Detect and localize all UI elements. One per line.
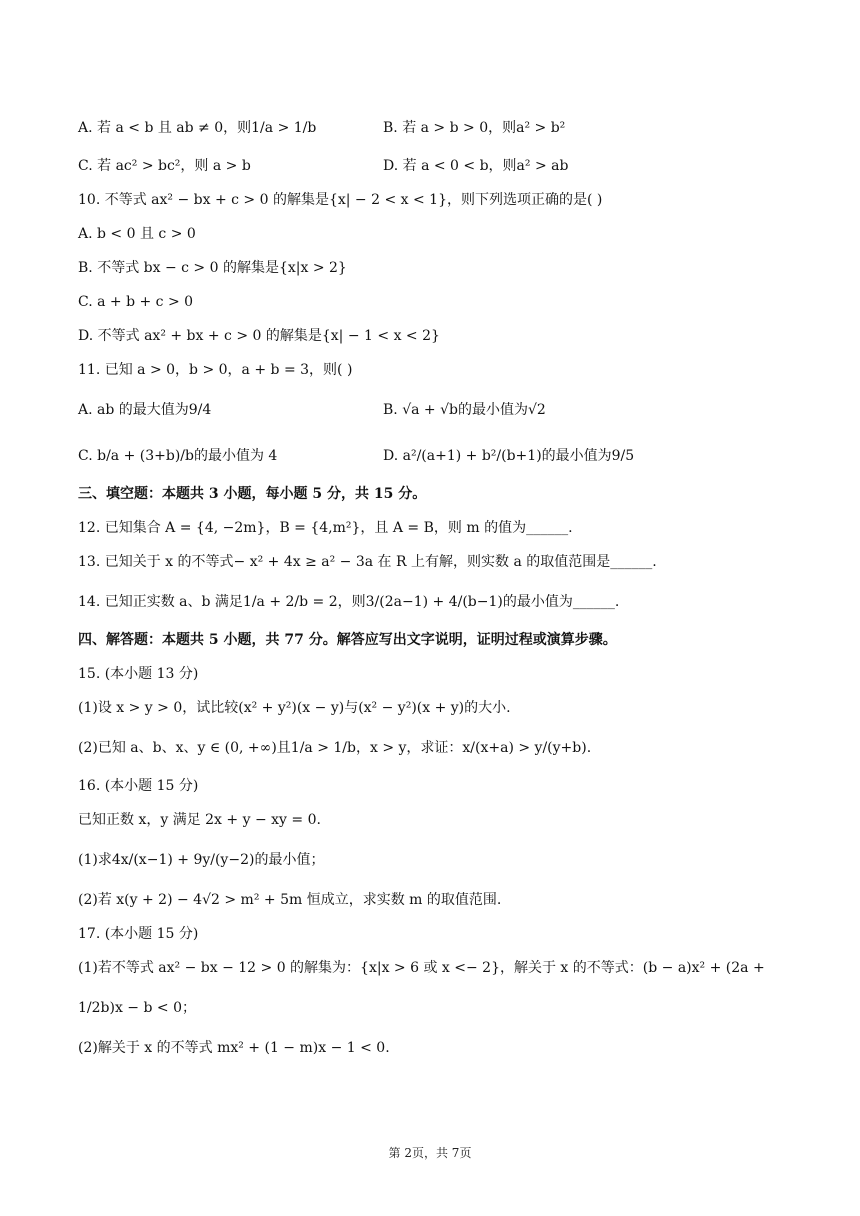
q9-option-c: C. 若 ac² > bc²，则 a > b xyxy=(78,158,251,174)
q16-title: 16. (本小题 15 分) xyxy=(78,778,199,794)
q11-option-c: C. b/a + (3+b)/b的最小值为 4 xyxy=(78,448,278,464)
q10-option-a: A. b < 0 且 c > 0 xyxy=(78,226,196,242)
q11-option-a: A. ab 的最大值为9/4 xyxy=(78,402,212,418)
q10-option-b: B. 不等式 bx − c > 0 的解集是{x|x > 2} xyxy=(78,260,347,276)
section-4-heading: 四、解答题：本题共 5 小题，共 77 分。解答应写出文字说明，证明过程或演算步骤。 xyxy=(78,632,617,648)
q14: 14. 已知正实数 a、b 满足1/a + 2/b = 2，则3/(2a−1) + 4/(b−1)的最小值为______. xyxy=(78,594,620,610)
q15-part-2: (2)已知 a、b、x、y ∈ (0, +∞)且1/a > 1/b，x > y，求证：x/(x+a) > y/(y+b). xyxy=(78,740,592,756)
page-footer: 第 2页，共 7页 xyxy=(388,1146,472,1160)
q17-title: 17. (本小题 15 分) xyxy=(78,926,199,942)
q15-title: 15. (本小题 13 分) xyxy=(78,666,199,682)
q11-stem: 11. 已知 a > 0，b > 0，a + b = 3，则( ) xyxy=(78,362,353,378)
q10-option-d: D. 不等式 ax² + bx + c > 0 的解集是{x| − 1 < x < 2} xyxy=(78,328,440,344)
q17-part-1-line-1: (1)若不等式 ax² − bx − 12 > 0 的解集为：{x|x > 6 或 x <− 2}，解关于 x 的不等式：(b − a)x² + (2a + xyxy=(78,960,765,976)
q16-part-1: (1)求4x/(x−1) + 9y/(y−2)的最小值； xyxy=(78,852,325,868)
q9-option-d: D. 若 a < 0 < b，则a² > ab xyxy=(383,158,569,174)
q10-option-c: C. a + b + c > 0 xyxy=(78,294,194,310)
q9-option-a: A. 若 a < b 且 ab ≠ 0，则1/a > 1/b xyxy=(78,120,317,136)
q12: 12. 已知集合 A = {4, −2m}，B = {4,m²}，且 A = B，则 m 的值为______. xyxy=(78,520,573,536)
q16-given: 已知正数 x，y 满足 2x + y − xy = 0. xyxy=(78,812,321,828)
q15-part-1: (1)设 x > y > 0，试比较(x² + y²)(x − y)与(x² − y²)(x + y)的大小. xyxy=(78,700,511,716)
q10-stem: 10. 不等式 ax² − bx + c > 0 的解集是{x| − 2 < x < 1}，则下列选项正确的是( ) xyxy=(78,192,603,208)
q11-option-d: D. a²/(a+1) + b²/(b+1)的最小值为9/5 xyxy=(383,448,635,464)
q9-option-b: B. 若 a > b > 0，则a² > b² xyxy=(383,120,566,136)
q11-option-b: B. √a + √b的最小值为√2 xyxy=(383,402,546,418)
q17-part-2: (2)解关于 x 的不等式 mx² + (1 − m)x − 1 < 0. xyxy=(78,1040,390,1056)
q13: 13. 已知关于 x 的不等式− x² + 4x ≥ a² − 3a 在 R 上有解，则实数 a 的取值范围是______. xyxy=(78,554,657,570)
section-3-heading: 三、填空题：本题共 3 小题，每小题 5 分，共 15 分。 xyxy=(78,486,427,502)
q16-part-2: (2)若 x(y + 2) − 4√2 > m² + 5m 恒成立，求实数 m 的取值范围. xyxy=(78,892,502,908)
q17-part-1-line-2: 1/2b)x − b < 0； xyxy=(78,1000,196,1016)
